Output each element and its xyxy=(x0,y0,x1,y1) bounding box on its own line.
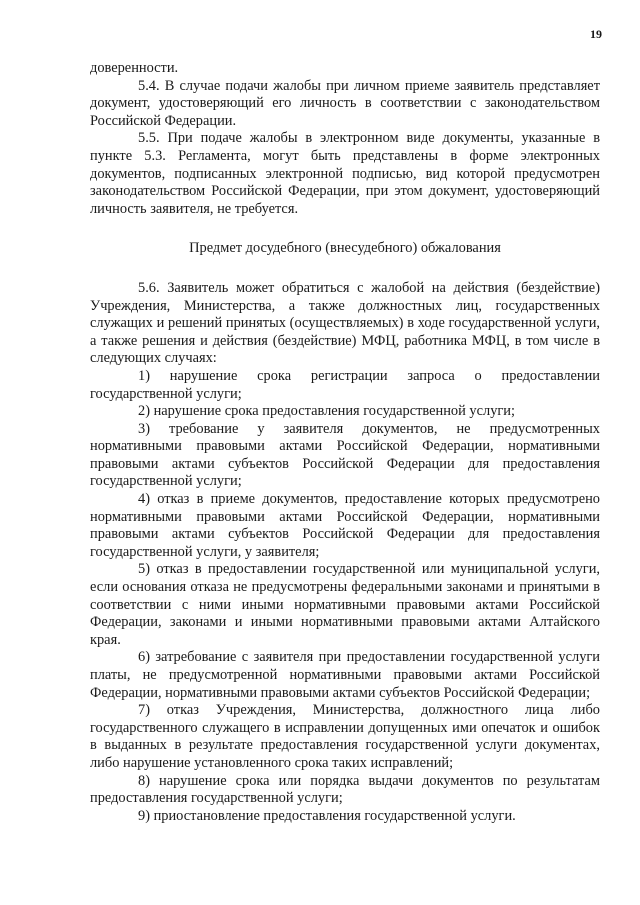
page-number: 19 xyxy=(590,27,602,41)
list-item-4: 4) отказ в приеме документов, предоставление которых предусмотрено нормативными правовыми актами Российской Федерации, нормативными правовыми актами субъектов Российской Федерации для предоставления государственной услуги, у заявителя; xyxy=(90,491,600,560)
list-item-3: 3) требование у заявителя документов, не предусмотренных нормативными правовыми актами Российской Федерации, нормативными правовыми актами субъектов Российской Федерации для предоставления государственной услуги; xyxy=(90,420,600,490)
document-body xyxy=(90,60,600,825)
list-item-6: 6) затребование с заявителя при предоставлении государственной услуги платы, не предусмотренной нормативными правовыми актами Российской Федерации, нормативными правовыми актами субъектов Российской Федерации; xyxy=(90,649,600,701)
paragraph-5-5: 5.5. При подаче жалобы в электронном виде документы, указанные в пункте 5.3. Регламента, могут быть представлены в форме электронных документов, подписанных электронной подписью, вид которой предусмотрен законодательством Российской Федерации, при этом документ, удостоверяющий личность заявителя, не требуется. xyxy=(90,130,600,217)
list-item-7: 7) отказ Учреждения, Министерства, должностного лица либо государственного служащего в исправлении допущенных ими опечаток и ошибок в выданных в результате предоставления государственной услуги документах, либо нарушение установленного срока таких исправлений; xyxy=(90,702,600,771)
list-item-9: 9) приостановление предоставления государственной услуги. xyxy=(138,807,516,824)
section-heading: Предмет досудебного (внесудебного) обжалования xyxy=(189,240,501,257)
list-item-1: 1) нарушение срока регистрации запроса о предоставлении государственной услуги; xyxy=(90,367,600,402)
paragraph-5-4: 5.4. В случае подачи жалобы при личном приеме заявитель представляет документ, удостоверяющий его личность в соответствии с законодательством Российской Федерации. xyxy=(90,77,600,129)
list-item-8: 8) нарушение срока или порядка выдачи документов по результатам предоставления государственной услуги; xyxy=(90,772,600,807)
list-item-5: 5) отказ в предоставлении государственной или муниципальной услуги, если основания отказа не предусмотрены федеральными законами и принятыми в соответствии с ними иными нормативными правовыми актами Российской Федерации, законами и иными нормативными правовыми актами Алтайского края. xyxy=(90,561,600,648)
list-item-2: 2) нарушение срока предоставления государственной услуги; xyxy=(138,403,515,420)
paragraph-continuation: доверенности. xyxy=(90,60,179,76)
paragraph-5-6: 5.6. Заявитель может обратиться с жалобой на действия (бездействие) Учреждения, Министерства, а также должностных лиц, государственных служащих и решений принятых (осуществляемых) в ходе государственной услуги, а также решения и действия (бездействие) МФЦ, работника МФЦ, в том числе в следующих случаях: xyxy=(90,279,600,367)
